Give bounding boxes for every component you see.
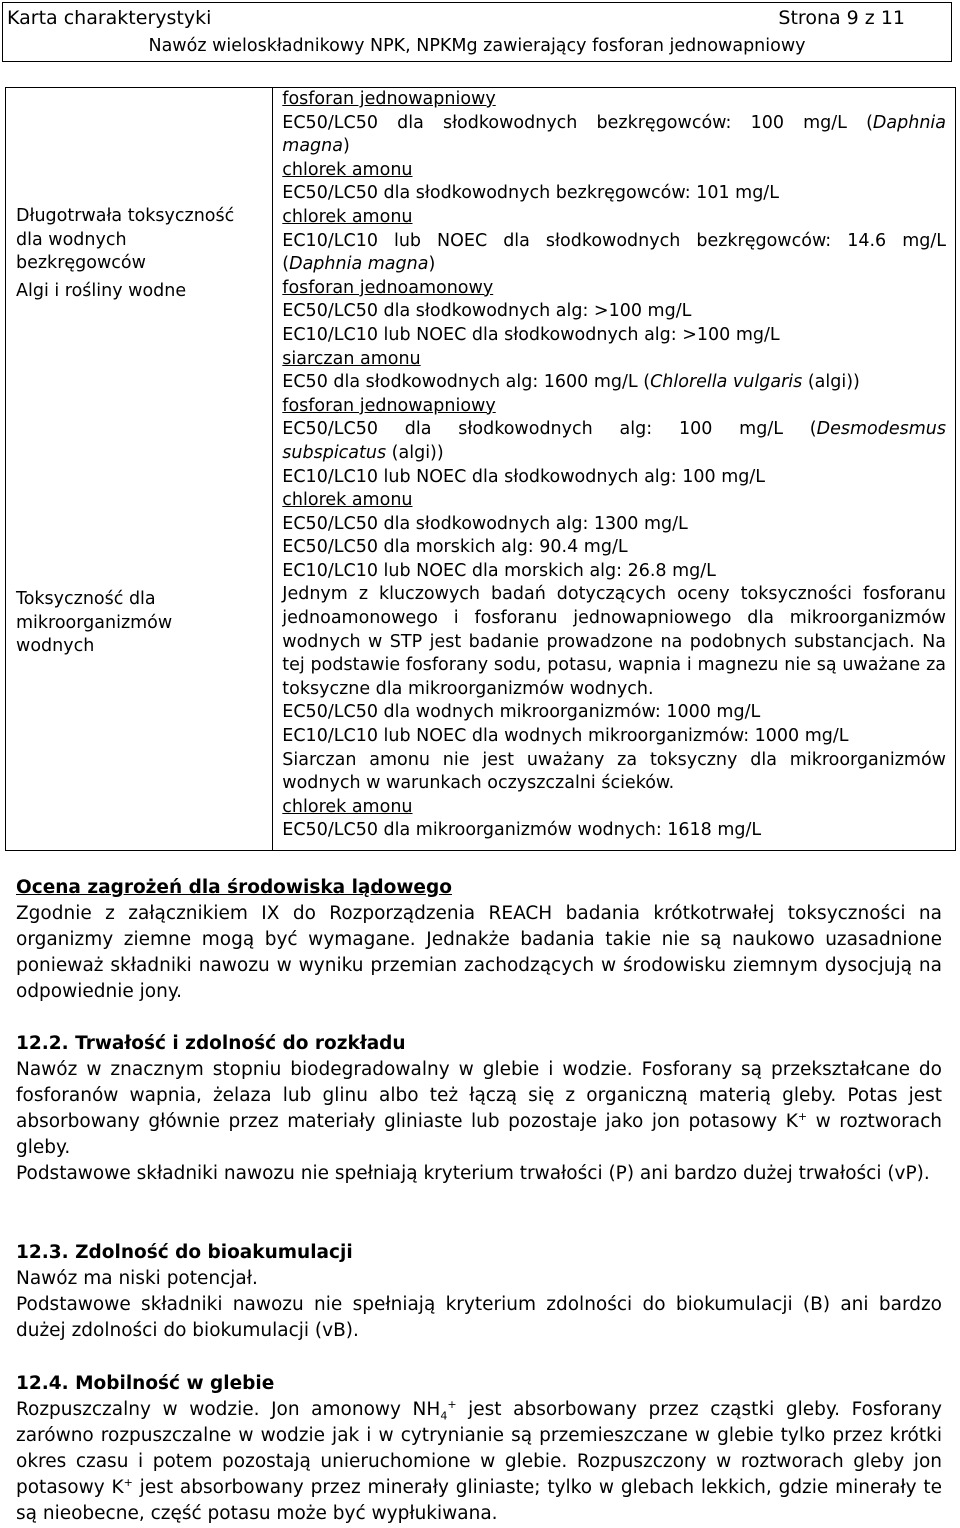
section-paragraph: Podstawowe składniki nawozu nie spełniają kryterium trwałości (P) ani bardzo dużej trwałości (vP). <box>16 1163 930 1184</box>
substance-name: chlorek amonu <box>282 159 413 180</box>
section-paragraph: Nawóz w znacznym stopniu biodegradowalny w glebie i wodzie. Fosforany są przekształcane do fosforanów wapnia, żelaza lub glinu albo też łączą się z organiczną materią gleby. Potas jest absorbowany głównie przez materiały gliniaste lub pozostaje jako jon potasowy K+ w roztworach gleby. <box>16 1059 942 1158</box>
section-heading: 12.2. Trwałość i zdolność do rozkładu <box>16 1033 406 1054</box>
section-heading: Ocena zagrożeń dla środowiska lądowego <box>16 877 452 898</box>
substance-name: chlorek amonu <box>282 490 413 511</box>
section-heading: 12.4. Mobilność w glebie <box>16 1373 275 1394</box>
value-line: EC10/LC10 lub NOEC dla słodkowodnych bezkręgowców: 14.6 mg/L <box>282 230 946 251</box>
page-header <box>2 2 952 62</box>
value-line: EC50 dla słodkowodnych alg: 1600 mg/L (Chlorella vulgaris (algi)) <box>282 372 860 393</box>
section-12-2 <box>16 1031 942 1187</box>
header-top-row <box>7 7 905 29</box>
section-paragraph: Rozpuszczalny w wodzie. Jon amonowy $NH_4^+$ jest absorbowany przez cząstki gleby. Fosforany zarówno rozpuszczalne w wodzie jak i w cytrynianie są przemieszczane w glebie tylko przez krótki okres czasu i potem pozostają unieruchomione w glebie. Rozpuszczony w roztworach gleby jon potasowy K+ jest absorbowany przez minerały gliniaste; tylko w glebach lekkich, gdzie minerały te są nieobecne, część potasu może być wypłukiwana. <box>16 1397 942 1524</box>
value-line: EC50/LC50 dla mikroorganizmów wodnych: 1618 mg/L <box>282 820 762 841</box>
substance-name: chlorek amonu <box>282 206 413 227</box>
value-line: EC10/LC10 lub NOEC dla słodkowodnych alg: >100 mg/L <box>282 324 780 345</box>
value-line: EC50/LC50 dla wodnych mikroorganizmów: 1000 mg/L <box>282 702 761 723</box>
substance-name: fosforan jednowapniowy <box>282 89 496 109</box>
table-right-column <box>273 88 956 851</box>
label-long-term-invertebrates: Długotrwała toksyczność dla wodnych bezkręgowców <box>16 206 235 273</box>
label-algae: Algi i rośliny wodne <box>16 281 187 301</box>
section-heading: 12.3. Zdolność do bioakumulacji <box>16 1242 353 1263</box>
value-line: EC50/LC50 dla słodkowodnych alg: 1300 mg/L <box>282 513 688 534</box>
section-12-4 <box>16 1371 942 1527</box>
table-row <box>6 88 956 851</box>
section-paragraph: Podstawowe składniki nawozu nie spełniają kryterium zdolności do biokumulacji (B) ani bardzo dużej zdolności do biokumulacji (vB). <box>16 1294 942 1341</box>
value-line: EC50/LC50 dla słodkowodnych bezkręgowców: 101 mg/L <box>282 183 779 204</box>
value-line: magna) <box>282 136 350 157</box>
substance-name: fosforan jednoamonowy <box>282 277 494 298</box>
value-line: EC50/LC50 dla słodkowodnych alg: 100 mg/L (Desmodesmus <box>282 419 946 440</box>
value-line: subspicatus (algi)) <box>282 442 444 463</box>
value-line: EC50/LC50 dla słodkowodnych bezkręgowców: 100 mg/L (Daphnia <box>282 112 946 133</box>
substance-name: siarczan amonu <box>282 348 421 369</box>
terrestrial-section <box>16 875 942 1005</box>
section-12-3 <box>16 1240 942 1344</box>
toxicity-table <box>5 87 956 851</box>
value-line: EC50/LC50 dla słodkowodnych alg: >100 mg/L <box>282 301 692 322</box>
value-line: EC10/LC10 lub NOEC dla wodnych mikroorganizmów: 1000 mg/L <box>282 726 849 747</box>
label-microorganisms: Toksyczność dla mikroorganizmów wodnych <box>16 589 173 656</box>
product-name: Nawóz wieloskładnikowy NPK, NPKMg zawierający fosforan jednowapniowy <box>148 36 806 56</box>
substance-name: chlorek amonu <box>282 796 413 817</box>
value-line: EC10/LC10 lub NOEC dla morskich alg: 26.8 mg/L <box>282 560 716 581</box>
section-paragraph: Nawóz ma niski potencjał. <box>16 1268 258 1289</box>
ammonium-sulfate-paragraph: Siarczan amonu nie jest uważany za toksyczny dla mikroorganizmów wodnych w warunkach oczyszczalni ścieków. <box>282 749 946 794</box>
page-number: Strona 9 z 11 <box>778 7 905 29</box>
document-title: Karta charakterystyki <box>7 7 212 29</box>
microorganism-paragraph: Jednym z kluczowych badań dotyczących oceny toksyczności fosforanu jednoamonowego i fosforanu jednowapniowego dla mikroorganizmów wodnych w STP jest badanie prowadzone na podobnych substancjach. Na tej podstawie fosforany sodu, potasu, wapnia i magnezu nie są uważane za toksyczne dla mikroorganizmów wodnych. <box>282 584 946 699</box>
value-line: (Daphnia magna) <box>282 254 436 275</box>
value-line: EC10/LC10 lub NOEC dla słodkowodnych alg: 100 mg/L <box>282 466 766 487</box>
section-paragraph: Zgodnie z załącznikiem IX do Rozporządzenia REACH badania krótkotrwałej toksyczności na organizmy ziemne mogą być wymagane. Jednakże badania takie nie są naukowo uzasadnione ponieważ składniki nawozu w wyniku przemian zachodzących w środowisku ziemnym dysocjują na odpowiednie jony. <box>16 903 942 1002</box>
toxicity-values <box>273 88 955 845</box>
value-line: EC50/LC50 dla morskich alg: 90.4 mg/L <box>282 537 628 558</box>
substance-name: fosforan jednowapniowy <box>282 395 496 416</box>
table-left-column <box>6 88 273 851</box>
